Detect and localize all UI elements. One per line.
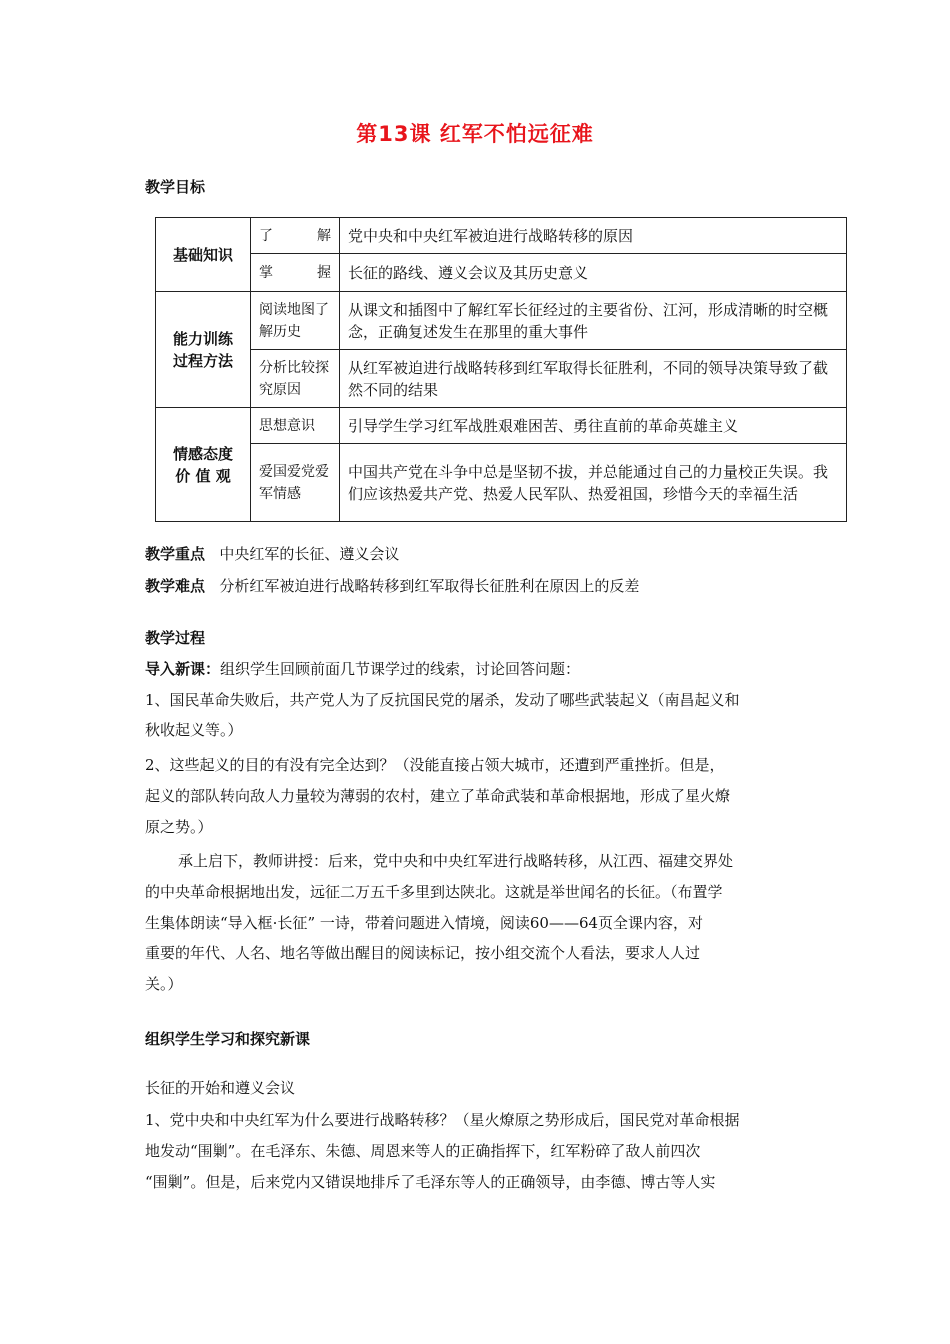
sub-cell: 掌 握 [251, 254, 340, 292]
paragraph-line: 重要的年代、人名、地名等做出醒目的阅读标记，按小组交流个人看法，要求人人过 [145, 944, 701, 962]
table-row [156, 254, 847, 292]
paragraph-line: 生集体朗读“导入框·长征” 一诗，带着问题进入情境，阅读60——64页全课内容，对 [145, 914, 704, 932]
paragraph-line: 地发动“围剿”。在毛泽东、朱德、周恩来等人的正确指挥下，红军粉碎了敌人前四次 [145, 1142, 701, 1160]
intro-text: 组织学生回顾前面几节课学过的线索，讨论回答问题： [220, 660, 581, 678]
key-point-text: 中央红军的长征、遵义会议 [219, 545, 400, 563]
paragraph-line: 1、国民革命失败后，共产党人为了反抗国民党的屠杀，发动了哪些武装起义（南昌起义和 [145, 691, 740, 709]
process-heading: 教学过程 [145, 629, 206, 647]
paragraph-line: 承上启下，教师讲授：后来，党中央和中央红军进行战略转移，从江西、福建交界处 [178, 852, 734, 870]
category-line: 过程方法 [172, 351, 233, 370]
paragraph-line: 2、这些起义的目的有没有完全达到？（没能直接占领大城市，还遭到严重挫折。但是， [145, 756, 725, 774]
subsection-title: 长征的开始和遵义会议 [145, 1079, 296, 1097]
sub-cell: 了 解 [251, 218, 340, 254]
desc-cell: 从红军被迫进行战略转移到红军取得长征胜利，不同的领导决策导致了截然不同的结果 [340, 350, 847, 408]
difficult-point-text: 分析红军被迫进行战略转移到红军取得长征胜利在原因上的反差 [219, 577, 640, 595]
desc-cell: 党中央和中央红军被迫进行战略转移的原因 [340, 218, 847, 254]
lesson-title: 第13课 红军不怕远征难 [356, 122, 594, 146]
goals-heading: 教学目标 [145, 178, 206, 196]
table-row [156, 408, 847, 444]
goals-table [155, 217, 847, 522]
category-cell [156, 292, 251, 408]
difficult-point-label: 教学难点 [145, 577, 206, 595]
category-cell: 基础知识 [156, 218, 251, 292]
sub-cell: 分析比较探究原因 [251, 350, 340, 408]
paragraph-line: 的中央革命根据地出发，远征二万五千多里到达陕北。这就是举世闻名的长征。（布置学 [145, 883, 723, 901]
paragraph-line: 关。） [145, 975, 183, 993]
intro-label: 导入新课： [145, 660, 221, 678]
category-cell [156, 408, 251, 522]
difficult-point [145, 576, 805, 596]
paragraph-line: 原之势。） [145, 818, 213, 836]
key-point-label: 教学重点 [145, 545, 206, 563]
paragraph-line: 起义的部队转向敌人力量较为薄弱的农村，建立了革命武装和革命根据地，形成了星火燎 [145, 787, 731, 805]
desc-cell: 中国共产党在斗争中总是坚韧不拔，并总能通过自己的力量校正失误。我们应该热爱共产党、热爱人民军队、热爱祖国，珍惜今天的幸福生活 [340, 444, 847, 522]
sub-cell: 思想意识 [251, 408, 340, 444]
intro-line [145, 659, 805, 679]
table-row [156, 444, 847, 522]
paragraph-line: 秋收起义等。） [145, 721, 243, 739]
key-point [145, 544, 805, 564]
category-line: 价 值 观 [175, 466, 231, 485]
sub-cell: 阅读地图了解历史 [251, 292, 340, 350]
table-row [156, 218, 847, 254]
section-heading: 组织学生学习和探究新课 [145, 1030, 311, 1048]
desc-cell: 从课文和插图中了解红军长征经过的主要省份、江河，形成清晰的时空概念，正确复述发生在那里的重大事件 [340, 292, 847, 350]
paragraph-line: “围剿”。但是，后来党内又错误地排斥了毛泽东等人的正确领导，由李德、博古等人实 [145, 1173, 716, 1191]
desc-cell: 长征的路线、遵义会议及其历史意义 [340, 254, 847, 292]
desc-cell: 引导学生学习红军战胜艰难困苦、勇往直前的革命英雄主义 [340, 408, 847, 444]
category-line: 能力训练 [172, 329, 233, 348]
sub-cell: 爱国爱党爱军情感 [251, 444, 340, 522]
table-row [156, 292, 847, 350]
paragraph-line: 1、党中央和中央红军为什么要进行战略转移？（星火燎原之势形成后，国民党对革命根据 [145, 1111, 740, 1129]
category-line: 情感态度 [172, 444, 233, 463]
table-row [156, 350, 847, 408]
